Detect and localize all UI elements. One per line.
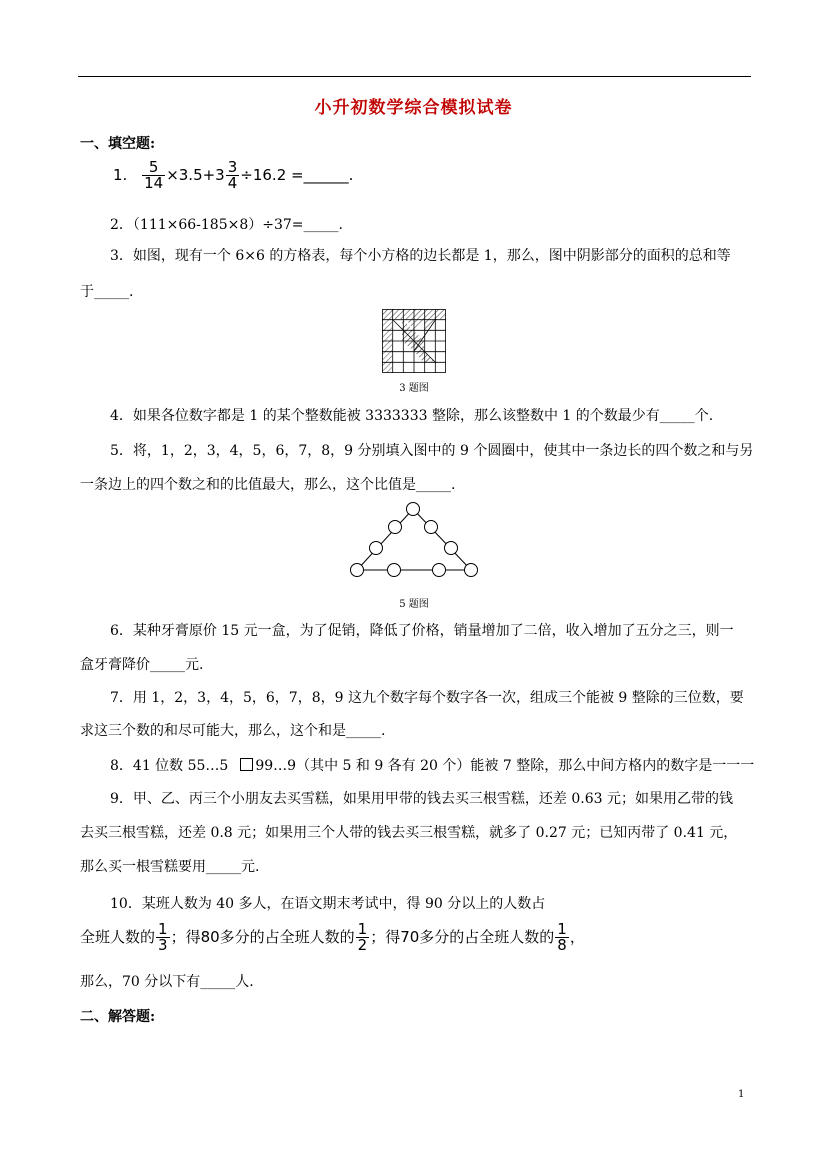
section-heading-fill-in: 一、填空题:: [80, 136, 156, 152]
question-5-line-2: 一条边上的四个数之和的比值最大，那么，这个比值是_____.: [80, 477, 456, 493]
question-5-line-1: 5．将，1，2，3，4，5，6，7，8，9 分别填入图中的 9 个圆圈中，使其中一条边长的四个数之和与另: [110, 443, 754, 459]
q10-fraction-2: [356, 922, 370, 953]
question-4: 4．如果各位数字都是 1 的某个整数能被 3333333 整除，那么该整数中 1 的个数最少有_____个.: [110, 408, 714, 424]
question-6-line-1: 6．某种牙膏原价 15 元一盒，为了促销，降低了价格，销量增加了二倍，收入增加了五分之三，则一: [110, 623, 734, 639]
q1-tail: ÷16.2 =______.: [240, 166, 354, 184]
q10-f2-numerator: 1: [357, 920, 368, 938]
q8-suffix: 99…9（其中 5 和 9 各有 20 个）能被 7 整除，那么中间方格内的数字是一一一: [255, 758, 755, 774]
q10-part-4: ，: [569, 928, 585, 946]
question-2: 2．（111×66-185×8）÷37=_____.: [110, 217, 343, 233]
question-1: [113, 160, 353, 191]
q10-f3-denominator: 8: [557, 936, 567, 954]
question-9-line-1: 9．甲、乙、丙三个小朋友去买雪糕，如果用甲带的钱去买三根雪糕，还差 0.63 元；如果用乙带的钱: [110, 791, 733, 807]
question-6-line-2: 盒牙膏降价_____元.: [80, 657, 204, 673]
q1-f1-denominator: 14: [144, 174, 164, 192]
figure-5-caption: 5 题图: [399, 599, 429, 610]
q10-fraction-3: [555, 922, 569, 953]
question-10-line-3: 那么，70 分以下有_____人.: [80, 974, 254, 990]
q1-number: 1.: [113, 166, 128, 184]
q10-part-3: ；得70多分的占全班人数的: [370, 928, 555, 946]
q10-fraction-1: [156, 922, 170, 953]
figure-5-triangle: [347, 500, 483, 580]
q1-fraction-1: [142, 160, 165, 191]
q8-prefix: 8．41 位数 55…5: [110, 758, 229, 774]
question-7-line-1: 7．用 1，2，3，4，5，6，7，8，9 这九个数字每个数字各一次，组成三个能被 9 整除的三位数，要: [110, 690, 744, 706]
q10-f3-numerator: 1: [557, 920, 567, 938]
figure-3-caption: 3 题图: [399, 383, 429, 394]
q1-f2-denominator: 4: [227, 174, 238, 192]
question-9-line-2: 去买三根雪糕，还差 0.8 元；如果用三个人带的钱去买三根雪糕，就多了 0.27 元；已知丙带了 0.41 元，: [80, 825, 738, 841]
q10-f2-denominator: 2: [357, 936, 368, 954]
q10-part-1: 全班人数的: [80, 928, 156, 946]
header-rule: [78, 76, 751, 77]
question-3-line-2: 于_____.: [80, 284, 134, 300]
page-number: 1: [738, 1089, 745, 1100]
question-10-line-1: 10．某班人数为 40 多人，在语文期末考试中，得 90 分以上的人数占: [110, 896, 546, 912]
figure-3-grid: [382, 309, 446, 373]
q8-blank-square: [240, 758, 253, 771]
q1-middle: ×3.5+3: [166, 166, 225, 184]
q1-f1-numerator: 5: [142, 160, 165, 176]
q10-part-2: ；得80多分的占全班人数的: [170, 928, 355, 946]
question-7-line-2: 求这三个数的和尽可能大，那么，这个和是_____.: [80, 723, 386, 739]
q1-fraction-2: [226, 160, 240, 191]
question-9-line-3: 那么买一根雪糕要用_____元.: [80, 859, 260, 875]
question-3-line-1: 3．如图，现有一个 6×6 的方格表，每个小方格的边长都是 1，那么，图中阴影部分的面积的总和等: [110, 248, 731, 264]
q10-f1-denominator: 3: [158, 936, 168, 954]
q10-f1-numerator: 1: [158, 920, 168, 938]
question-10-line-2: [80, 922, 585, 953]
page-title: 小升初数学综合模拟试卷: [314, 98, 513, 118]
q1-f2-numerator: 3: [227, 158, 238, 176]
section-heading-solve: 二、解答题:: [80, 1009, 156, 1025]
question-8: [110, 755, 754, 775]
